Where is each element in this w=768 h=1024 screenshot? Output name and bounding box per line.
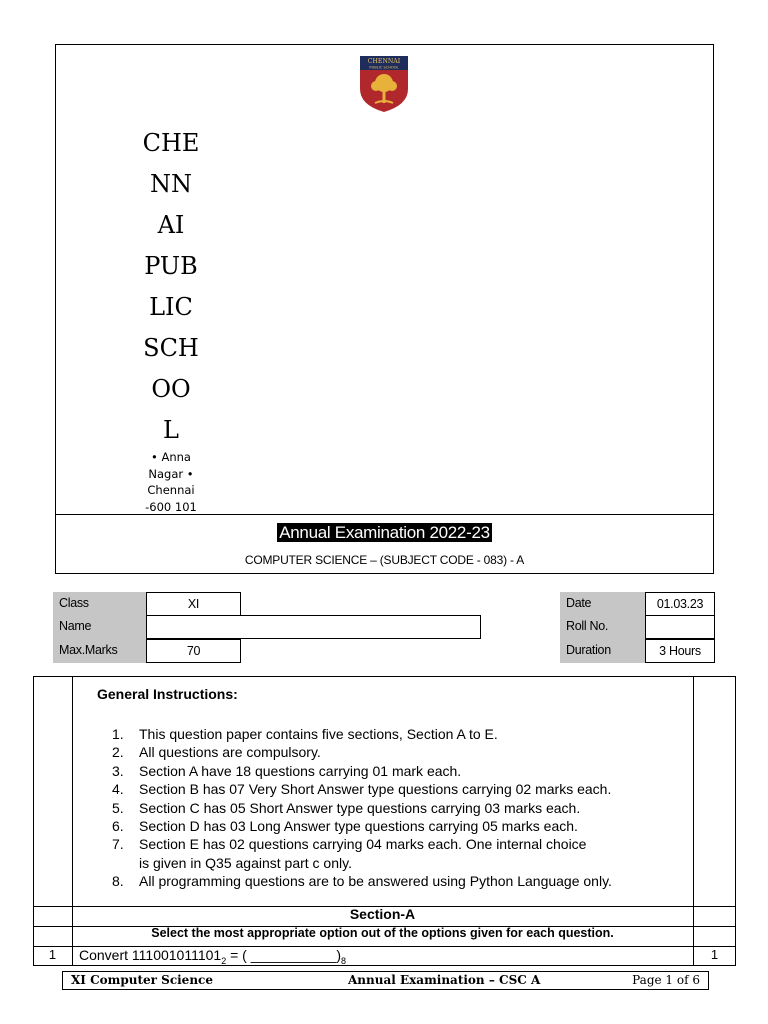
name-field[interactable] [146,615,481,639]
instruction-text [139,835,586,872]
instruction-item [112,872,682,890]
exam-title [56,523,713,543]
instruction-number: 5. [112,799,124,816]
class-label: Class [53,592,146,615]
class-value: XI [146,592,241,616]
instruction-item [112,762,682,780]
instructions-title: General Instructions: [97,686,238,702]
max-marks-label: Max.Marks [53,639,146,663]
school-name [126,123,216,451]
instruction-line: is given in Q35 against part c only. [139,854,352,871]
address-line: Nagar • [148,466,194,481]
question-number: 1 [48,947,57,962]
footer-left: XI Computer Science [71,973,213,987]
roll-label: Roll No. [560,615,645,639]
instruction-number: 7. [112,836,124,853]
instruction-line: Section E has 02 questions carrying 04 marks each. One internal choice [139,836,587,853]
instruction-line: Section C has 05 Short Answer type questions carrying 03 marks each. [139,799,581,816]
address-line: -600 101 [145,499,197,514]
school-address [136,449,206,515]
school-name-line: PUB [144,252,198,280]
instruction-item [112,835,682,872]
base-to: 8 [341,955,347,966]
instruction-line: Section A have 18 questions carrying 01 mark each. [139,762,462,779]
section-subtitle: Select the most appropriate option out of the options given for each question. [151,926,614,940]
logo-subtext: PUBLIC SCHOOL [369,65,399,70]
question-marks: 1 [710,947,719,962]
instruction-text [139,780,611,798]
question-text [79,947,346,966]
instruction-item [112,743,682,761]
instruction-item [112,780,682,798]
instruction-text [139,762,461,780]
instruction-item [112,817,682,835]
duration-value: 3 Hours [645,639,715,663]
header-divider [56,514,713,515]
max-marks-value: 70 [146,639,241,663]
school-name-line: L [163,416,179,444]
school-logo [358,55,410,113]
date-label: Date [560,592,645,615]
instruction-number: 2. [112,744,124,761]
instruction-line: All questions are compulsory. [139,744,321,761]
instructions-list [112,725,682,891]
table-divider [72,676,73,966]
subject-line: COMPUTER SCIENCE – (SUBJECT CODE - 083) - A [244,553,525,567]
page-footer [62,971,709,990]
base-from: 2 [221,955,227,966]
date-value: 01.03.23 [645,592,715,616]
footer-right: Page 1 of 6 [632,973,700,987]
school-name-line: LIC [149,293,193,321]
roll-number-field[interactable] [645,615,715,639]
address-line: Chennai [147,483,195,497]
instruction-number: 1. [112,726,124,742]
instruction-item [112,725,682,743]
question-text-main: Convert 111001011101 [79,947,222,963]
instruction-item [112,799,682,817]
instruction-text [139,799,580,817]
instruction-line: All programming questions are to be answered using Python Language only. [139,873,612,890]
address-line: • Anna [151,450,191,464]
instruction-text [139,817,578,835]
school-name-line: CHE [142,129,200,157]
school-name-line: SCH [143,334,199,362]
instruction-line: This question paper contains five sections, Section A to E. [139,726,498,742]
name-label: Name [53,615,146,639]
instruction-line: Section B has 07 Very Short Answer type questions carrying 02 marks each. [139,781,612,798]
instruction-text [139,872,612,890]
instruction-text [139,743,321,761]
table-divider [693,676,694,966]
instruction-number: 4. [112,781,124,798]
instruction-number: 8. [112,873,124,890]
school-name-line: NN [150,170,192,198]
school-name-line: OO [151,375,191,403]
exam-title-text: Annual Examination 2022-23 [279,523,490,542]
instruction-line: Section D has 03 Long Answer type questions carrying 05 marks each. [139,818,578,835]
school-name-line: AI [157,211,185,239]
section-title: Section-A [349,906,416,922]
duration-label: Duration [560,639,645,663]
instruction-number: 3. [112,762,124,779]
logo-text: CHENNAI [367,58,401,65]
instruction-text [139,725,498,743]
question-text-answer: = ( ___________) [226,947,342,963]
instruction-number: 6. [112,818,124,835]
header-box [55,44,714,574]
footer-middle: Annual Examination – CSC A [348,973,541,987]
